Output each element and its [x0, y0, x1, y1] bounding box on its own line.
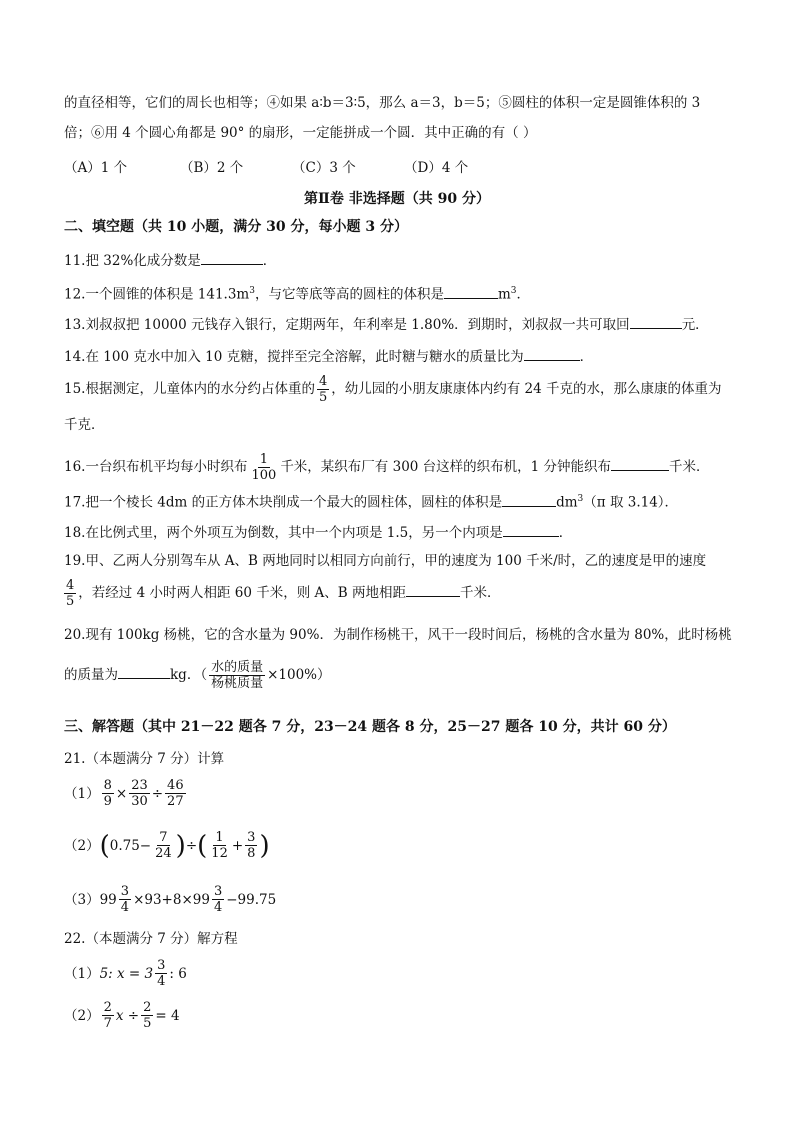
question-18: 18.在比例式里，两个外项互为倒数，其中一个内项是 1.5，另一个内项是 ． — [64, 522, 572, 542]
question-19: 19.甲、乙两人分别驾车从 A、B 两地同时以相同方向前行，甲的速度为 100 千米/时，乙的速度是甲的速度 — [64, 553, 707, 569]
question-19-cont: $\frac{4}{5}$ ，若经过 4 小时两人相距 60 千米，则 A、B 两地相距 千米． — [66, 578, 501, 609]
section2-title: 第Ⅱ卷 非选择题（共 90 分） — [304, 191, 490, 207]
option-b: （B）2 个 — [180, 160, 244, 176]
answer-blank[interactable] — [201, 250, 263, 265]
answer-blank[interactable] — [406, 582, 460, 597]
question-21-title: 21.（本题满分 7 分）计算 — [64, 751, 225, 767]
question-16: 16.一台织布机平均每小时织布 $\frac{1}{100}$ 千米，某织布厂有 300 台这样的织布机，1 分钟能织布 千米． — [64, 452, 710, 483]
question-21-part3: （3） 99 $\frac{3}{4}$ ×93+8×99 $\frac{3}{4}$ −99.75 — [64, 884, 277, 915]
answer-blank[interactable] — [611, 456, 669, 471]
option-a: （A）1 个 — [64, 160, 128, 176]
question-14: 14.在 100 克水中加入 10 克糖，搅拌至完全溶解，此时糖与糖水的质量比为 ． — [64, 346, 593, 366]
question-22-part2: （2） $\frac{2}{7}$ x ÷ $\frac{2}{5}$ = 4 — [64, 1000, 180, 1031]
question-17: 17.把一个棱长 4dm 的正方体木块削成一个最大的圆柱体，圆柱的体积是 $dm^3(\pi$ 取 3.14）． — [64, 490, 678, 512]
option-c: （C）3 个 — [292, 160, 356, 176]
prev-question-line2: 倍；⑥用 4 个圆心角都是 90° 的扇形，一定能拼成一个圆．其中正确的有（ ） — [64, 125, 537, 141]
question-21-part2: （2） ( 0.75− $\frac{7}{24}$ ) ÷ ( $\frac{1}{12}$ + $\frac{3}{8}$ ) — [64, 830, 270, 861]
question-20-cont: 的质量为 kg．（ $\frac{\text{水的质量}}{\text{杨桃质量}}$ ×100%） — [64, 660, 331, 691]
question-13: 13.刘叔叔把 10000 元钱存入银行，定期两年，年利率是 1.80%．到期时，刘叔叔一共可取回 元． — [64, 314, 709, 334]
fraction: $\frac{1}{100}$ — [251, 452, 277, 483]
answer-blank[interactable] — [524, 346, 580, 361]
fraction: $\frac{4}{5}$ — [318, 374, 328, 405]
answer-blank[interactable] — [502, 492, 556, 507]
question-15-cont: 千克． — [64, 417, 105, 433]
section-solve-heading: 三、解答题（其中 21－22 题各 7 分，23－24 题各 8 分，25－27 题各 10 分，共计 60 分） — [64, 719, 676, 735]
answer-blank[interactable] — [503, 522, 559, 537]
option-d: （D）4 个 — [404, 160, 469, 176]
question-22-part1: （1） 5: x = 3 $\frac{3}{4}$ : 6 — [64, 958, 187, 989]
answer-blank[interactable] — [118, 664, 170, 679]
fraction: $\frac{4}{5}$ — [66, 578, 75, 609]
question-21-part1: （1） $\frac{8}{9}$ × $\frac{23}{30}$ ÷ $\frac{46}{27}$ — [64, 778, 184, 809]
question-15: 15.根据测定，儿童体内的水分约占体重的 $\frac{4}{5}$ ，幼儿园的小朋友康康体内约有 24 千克的水，那么康康的体重为 — [64, 374, 722, 405]
section-fill-heading: 二、填空题（共 10 小题，满分 30 分，每小题 3 分） — [64, 219, 408, 235]
answer-blank[interactable] — [444, 284, 498, 299]
question-22-title: 22.（本题满分 7 分）解方程 — [64, 931, 238, 947]
question-20: 20.现有 100kg 杨桃，它的含水量为 90%．为制作杨桃干，风干一段时间后，杨桃的含水量为 80%，此时杨桃 — [64, 627, 732, 643]
fraction: $\frac{\text{水的质量}}{\text{杨桃质量}}$ — [211, 660, 264, 691]
prev-question-line1: 的直径相等，它们的周长也相等；④如果 a∶b＝3∶5，那么 a＝3，b＝5；⑤圆柱的体积一定是圆锥体积的 3 — [64, 95, 701, 111]
question-11: 11.把 32%化成分数是 ． — [64, 250, 276, 270]
question-12: 12.一个圆锥的体积是 $141.3m^3$，与它等底等高的圆柱的体积是 $m^3$． — [64, 282, 530, 304]
answer-blank[interactable] — [630, 314, 682, 329]
